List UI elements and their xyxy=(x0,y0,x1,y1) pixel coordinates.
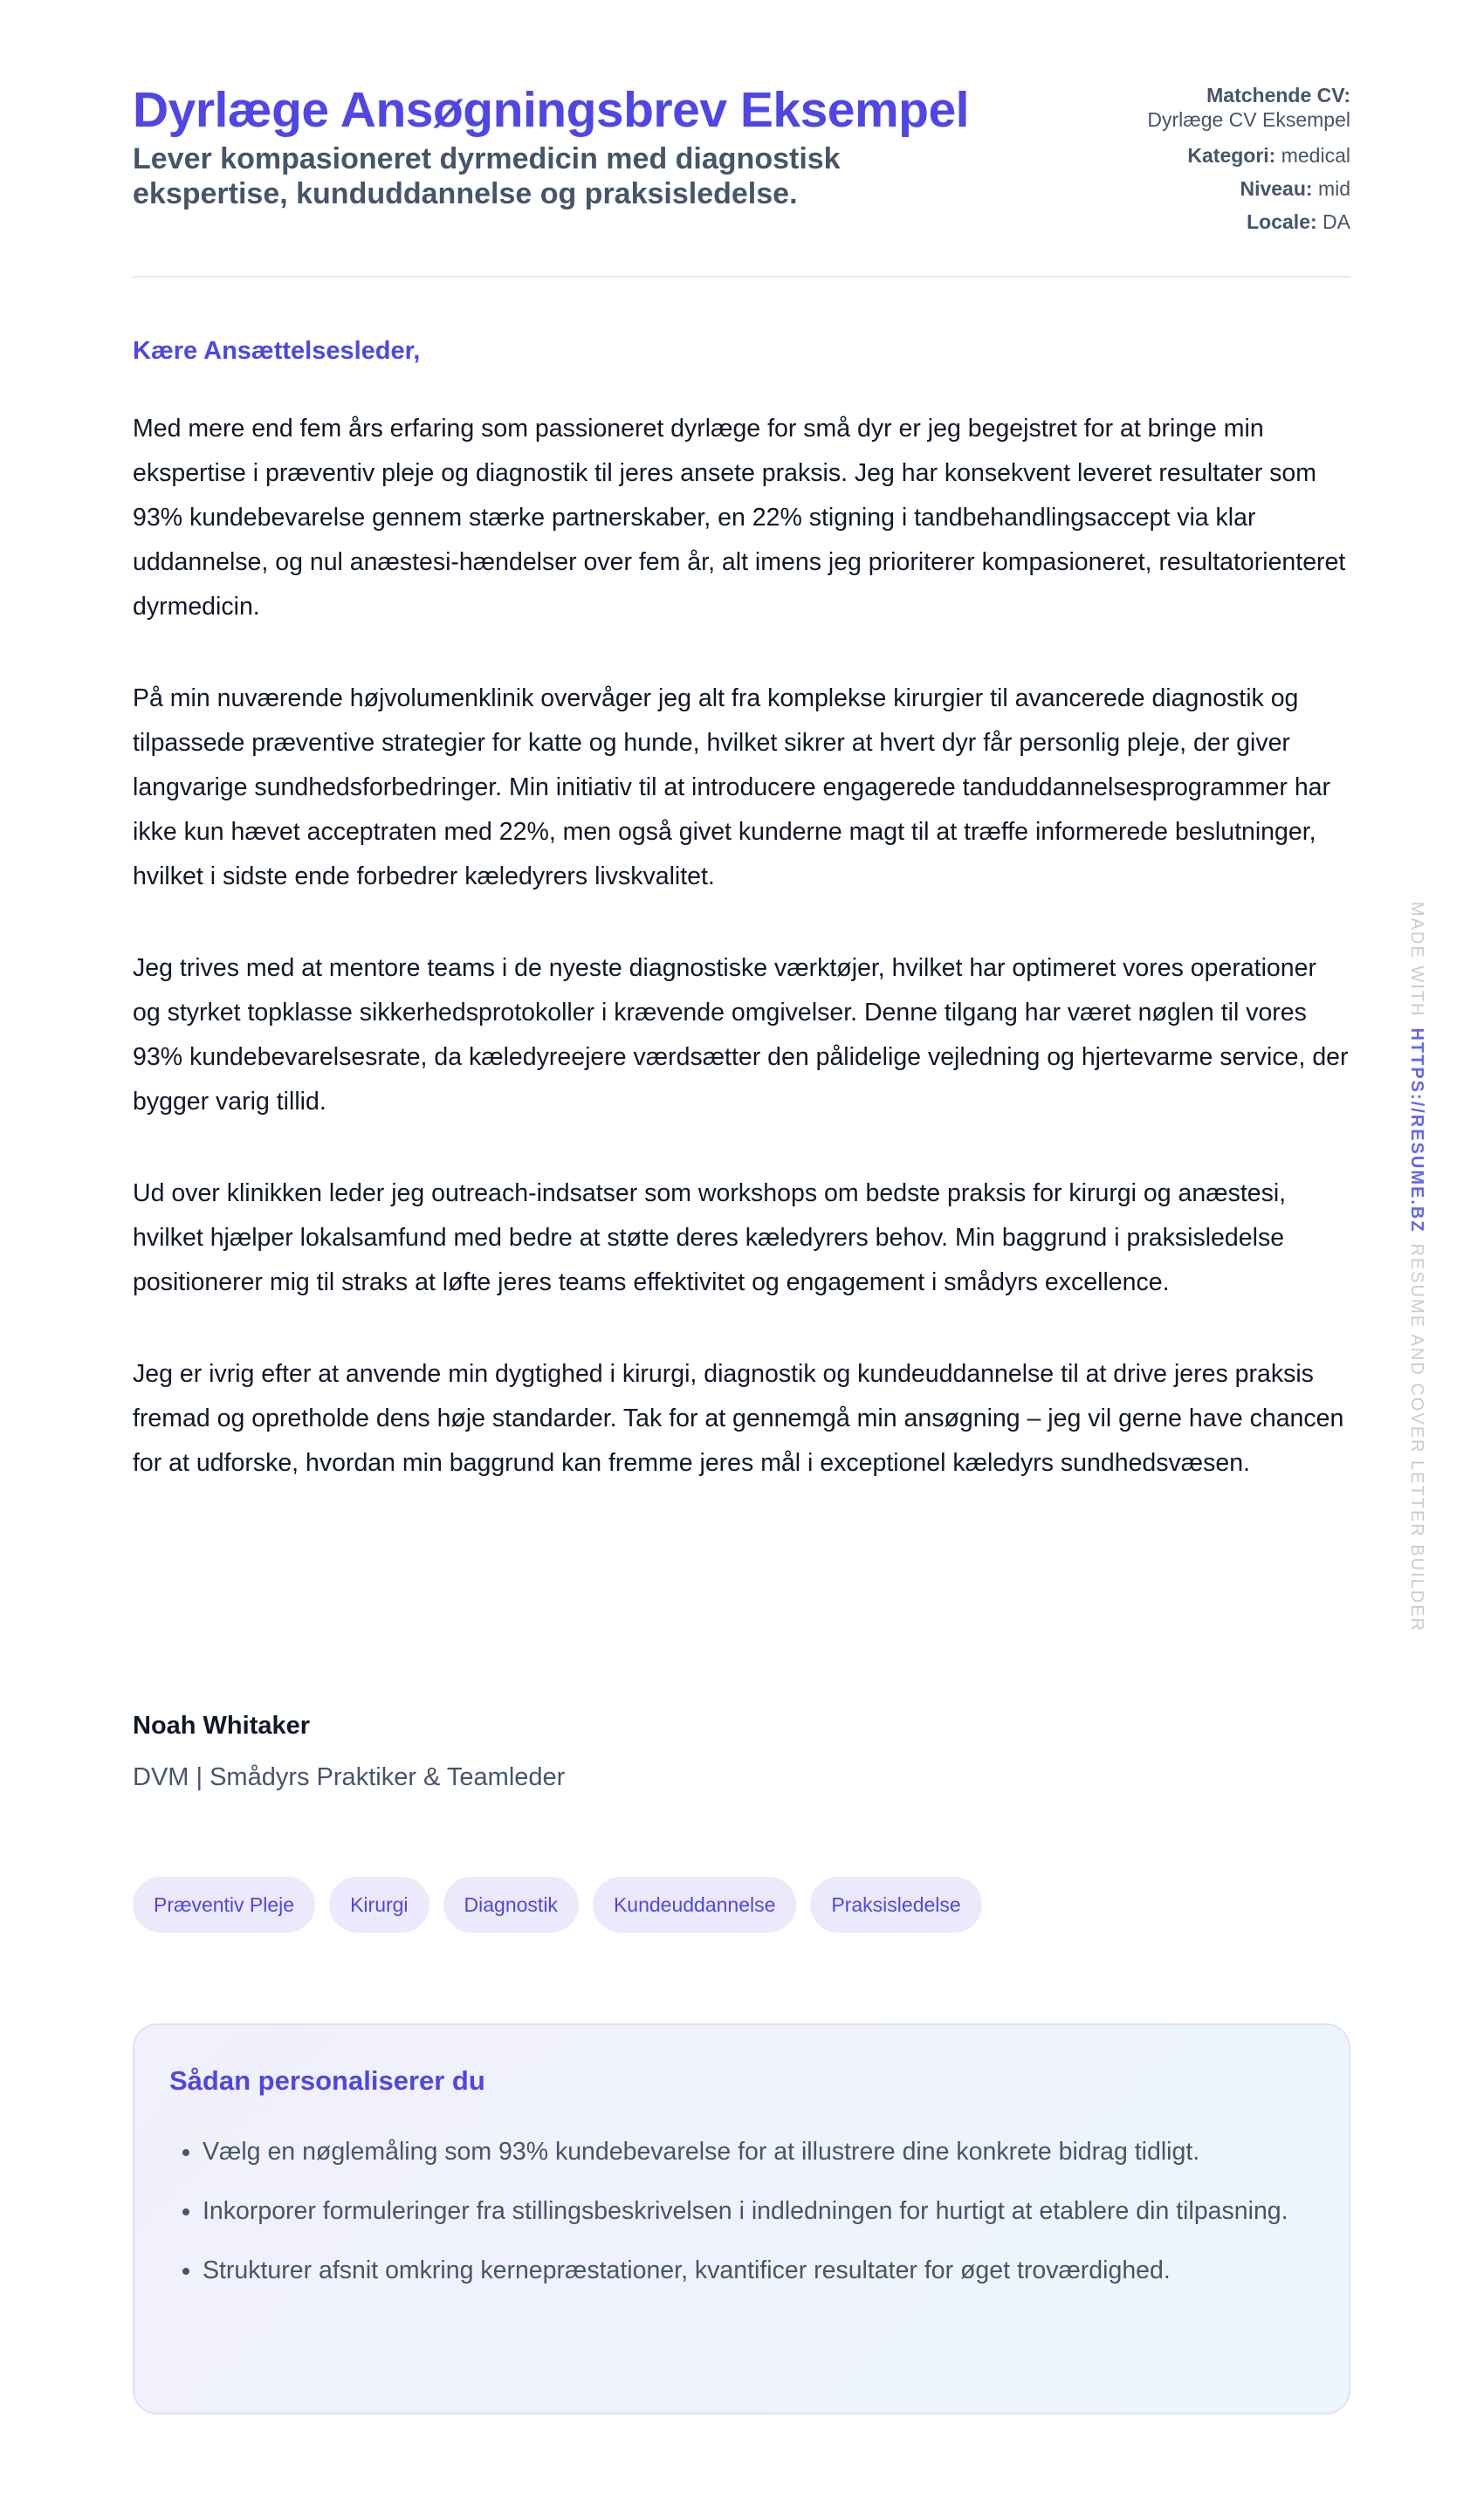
skill-tag[interactable]: Kundeuddannelse xyxy=(593,1877,796,1933)
locale-value: DA xyxy=(1323,210,1350,233)
signature-name: Noah Whitaker xyxy=(133,1712,311,1740)
personalization-tips-box xyxy=(133,2023,1350,2414)
tips-list xyxy=(169,2130,1314,2292)
page-title: Dyrlæge Ansøgningsbrev Eksempel xyxy=(133,82,970,138)
letter-paragraph: Jeg trives med at mentore teams i de nyeste diagnostiske værktøjer, hvilket har optimeret vores operationer og styrket topklasse sikkerhedsprotokoller i krævende omgivelser. Denne tilgang har været nøglen til vores 93% kundebevarelsesrate, da kæledyreejere værdsætter den pålidelige vejledning og hjertevarme service, der bygger varig tillid. xyxy=(133,954,1349,1116)
signature-title: DVM | Smådyrs Praktiker & Teamleder xyxy=(133,1763,566,1791)
level-value: mid xyxy=(1317,177,1350,200)
level-label: Niveau: xyxy=(1240,177,1313,200)
locale-row xyxy=(1147,205,1350,238)
skill-tag[interactable]: Præventiv Pleje xyxy=(133,1877,315,1933)
skill-tag[interactable]: Praksisledelse xyxy=(810,1877,981,1933)
page-header xyxy=(133,0,1350,278)
tip-item: • Strukturer afsnit omkring kernepræstationer, kvantificer resultater for øget troværdighed. xyxy=(203,2249,1314,2292)
letter-greeting: Kære Ansættelsesleder, xyxy=(133,337,421,365)
category-label: Kategori: xyxy=(1187,144,1276,167)
skill-tag[interactable]: Kirurgi xyxy=(329,1877,429,1933)
signature-block xyxy=(133,1707,565,1796)
letter-paragraph: På min nuværende højvolumenklinik overvåger jeg alt fra komplekse kirurgier til avancerede diagnostik og tilpassede præventive strategier for katte og hunde, hvilket sikrer at hvert dyr får personlig pleje, der giver langvarige sundhedsforbedringer. Min initiativ til at introducere engagerede tanduddannelsesprogrammer har ikke kun hævet acceptraten med 22%, men også givet kunderne magt til at træffe informerede beslutninger, hvilket i sidste ende forbedrer kæledyrers livskvalitet. xyxy=(133,684,1331,890)
watermark-prefix: MADE WITH xyxy=(1407,902,1426,1018)
category-row xyxy=(1147,139,1350,172)
category-value: medical xyxy=(1281,144,1350,167)
watermark-link[interactable]: HTTPS://RESUME.BZ xyxy=(1407,1027,1426,1233)
skill-tags xyxy=(133,1877,982,1933)
tip-item: • Vælg en nøglemåling som 93% kundebevarelse for at illustrere dine konkrete bidrag tidligt. xyxy=(203,2130,1314,2174)
letter-paragraph: Jeg er ivrig efter at anvende min dygtighed i kirurgi, diagnostik og kundeuddannelse til at drive jeres praksis fremad og opretholde dens høje standarder. Tak for at gennemgå min ansøgning – jeg vil gerne have chancen for at udforske, hvordan min baggrund kan fremme jeres mål i exceptionel kæledyrs sundhedsvæsen. xyxy=(133,1360,1344,1477)
letter-body xyxy=(133,407,1350,1533)
meta-info xyxy=(1147,83,1350,238)
page-subtitle: Lever kompasioneret dyrmedicin med diagnostisk ekspertise, kunduddannelse og praksisledelse. xyxy=(133,142,841,210)
cover-letter-page xyxy=(133,0,1350,2284)
locale-label: Locale: xyxy=(1247,210,1317,233)
letter-paragraph: Med mere end fem års erfaring som passioneret dyrlæge for små dyr er jeg begejstret for at bringe min ekspertise i præventiv pleje og diagnostik til jeres ansete praksis. Jeg har konsekvent leveret resultater som 93% kundebevarelse gennem stærke partnerskaber, en 22% stigning i tandbehandlingsaccept via klar uddannelse, og nul anæstesi-hændelser over fem år, alt imens jeg prioriterer kompasioneret, resultatorienteret dyrmedicin. xyxy=(133,415,1346,621)
watermark-suffix: RESUME AND COVER LETTER BUILDER xyxy=(1407,1243,1426,1632)
tip-item: • Inkorporer formuleringer fra stillingsbeskrivelsen i indledningen for hurtigt at etablere din tilpasning. xyxy=(203,2189,1314,2233)
matching-cv-link[interactable]: Dyrlæge CV Eksempel xyxy=(1147,108,1350,131)
skill-tag[interactable]: Diagnostik xyxy=(443,1877,579,1933)
matching-cv-label: Matchende CV: xyxy=(1206,84,1350,106)
made-with-watermark xyxy=(1404,902,1430,1632)
level-row xyxy=(1147,172,1350,205)
tips-heading: Sådan personaliserer du xyxy=(169,2065,485,2096)
letter-paragraph: Ud over klinikken leder jeg outreach-indsatser som workshops om bedste praksis for kirurgi og anæstesi, hvilket hjælper lokalsamfund med bedre at støtte deres kæledyrers behov. Min baggrund i praksisledelse positionerer mig til straks at løfte jeres teams effektivitet og engagement i smådyrs excellence. xyxy=(133,1179,1287,1296)
